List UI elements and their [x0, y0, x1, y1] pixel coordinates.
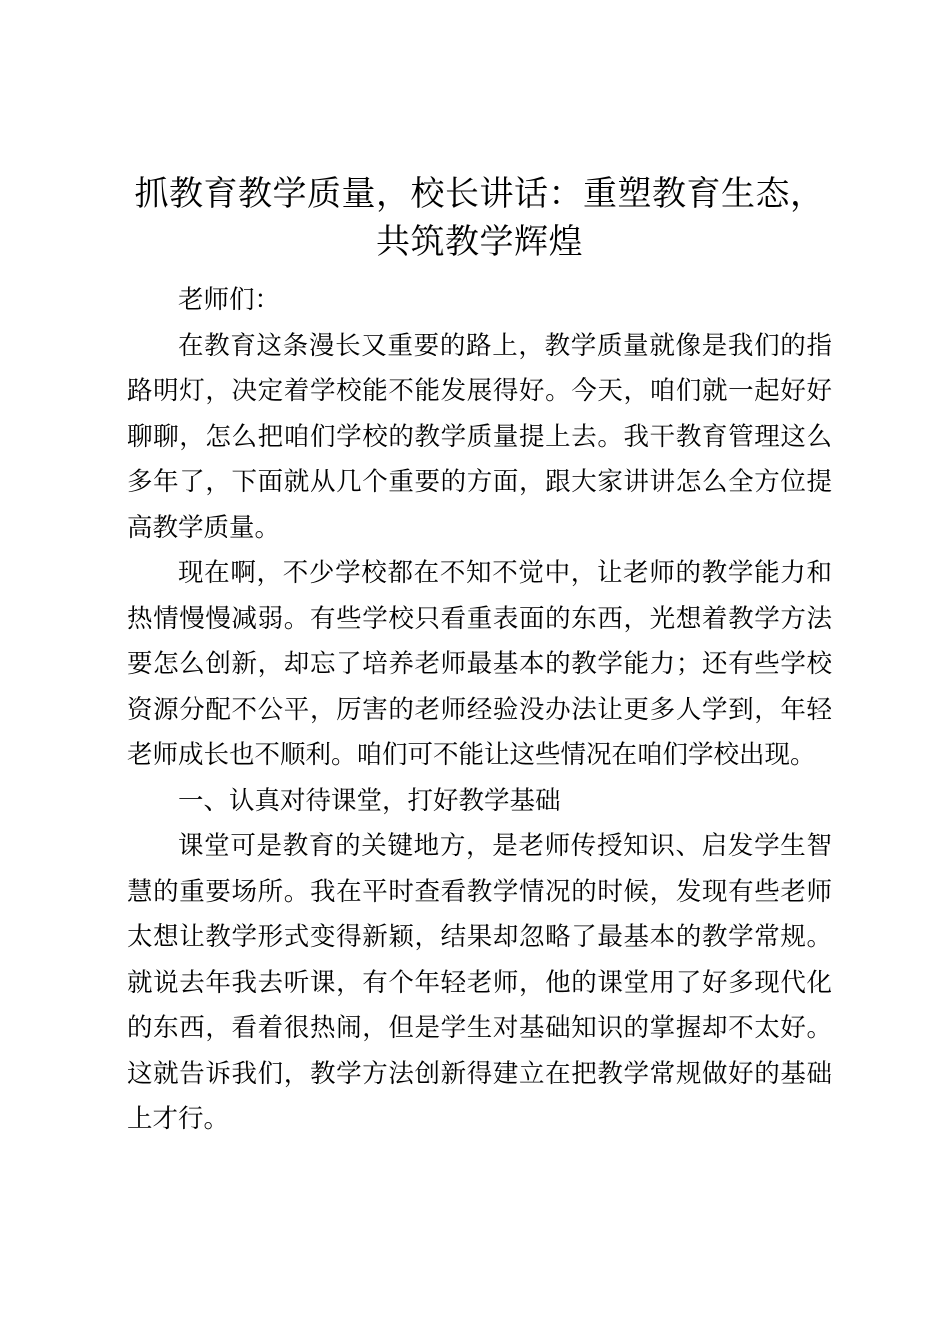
paragraph-line: 课堂可是教育的关键地方，是老师传授知识、启发学生智 — [178, 831, 832, 861]
title-line-2: 共筑教学辉煌 — [376, 222, 583, 262]
paragraph-line: 现在啊，不少学校都在不知不觉中，让老师的教学能力和 — [178, 558, 832, 588]
salutation: 老师们： — [178, 285, 281, 315]
paragraph-line: 老师成长也不顺利。咱们可不能让这些情况在咱们学校出现。 — [127, 740, 816, 770]
document-body — [127, 278, 832, 1143]
paragraph-line: 在教育这条漫长又重要的路上，教学质量就像是我们的指 — [178, 330, 832, 361]
paragraph-line: 资源分配不公平，厉害的老师经验没办法让更多人学到，年轻 — [127, 694, 832, 725]
paragraph-line: 就说去年我去听课，有个年轻老师，他的课堂用了好多现代化 — [127, 967, 832, 998]
paragraph-line: 的东西，看着很热闹，但是学生对基础知识的掌握却不太好。 — [127, 1013, 832, 1043]
paragraph-line: 聊聊，怎么把咱们学校的教学质量提上去。我干教育管理这么 — [127, 421, 832, 452]
paragraph-line: 路明灯，决定着学校能不能发展得好。今天，咱们就一起好好 — [127, 376, 832, 406]
paragraph-line: 多年了，下面就从几个重要的方面，跟大家讲讲怎么全方位提 — [127, 467, 832, 497]
paragraph-line: 太想让教学形式变得新颖，结果却忽略了最基本的教学常规。 — [127, 922, 832, 952]
paragraph-line: 这就告诉我们，教学方法创新得建立在把教学常规做好的基础 — [127, 1058, 832, 1089]
paragraph-line: 要怎么创新，却忘了培养老师最基本的教学能力；还有些学校 — [127, 649, 832, 679]
paragraph-line: 热情慢慢减弱。有些学校只看重表面的东西，光想着教学方法 — [127, 603, 832, 634]
document-title — [127, 170, 832, 266]
paragraph-line: 高教学质量。 — [127, 512, 281, 543]
paragraph-3 — [127, 824, 832, 1143]
title-line-1: 抓教育教学质量，校长讲话：重塑教育生态， — [134, 174, 825, 214]
paragraph-line: 上才行。 — [127, 1104, 230, 1134]
paragraph-1 — [127, 324, 832, 552]
paragraph-line: 慧的重要场所。我在平时查看教学情况的时候，发现有些老师 — [127, 876, 832, 907]
document-page — [127, 170, 832, 1143]
section-heading-1: 一、认真对待课堂，打好教学基础 — [178, 785, 561, 816]
paragraph-2 — [127, 551, 832, 779]
